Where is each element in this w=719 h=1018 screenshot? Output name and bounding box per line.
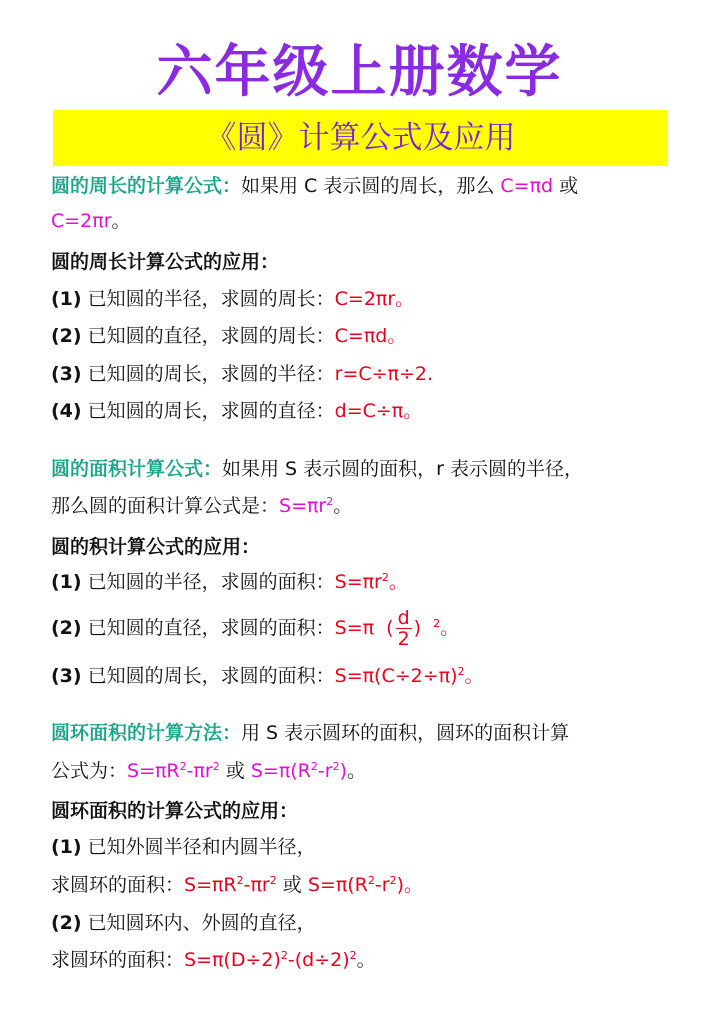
formula: d=C÷π。: [334, 400, 423, 422]
application-item: [51, 833, 316, 861]
formula: [184, 874, 277, 896]
body-text: 公式为：: [51, 760, 128, 782]
formula: C=2πr。: [334, 288, 415, 310]
formula: C=2πr: [51, 210, 112, 232]
application-item: [51, 662, 484, 690]
formula: [251, 760, 347, 782]
formula: [127, 760, 220, 782]
item-number: (4): [51, 400, 82, 422]
application-item-continued: [51, 871, 423, 899]
application-item: [51, 909, 316, 937]
formula-text: -r: [374, 874, 390, 896]
item-text: 求圆环的面积：: [51, 949, 185, 971]
body-text: 或: [553, 175, 579, 197]
area-formula-line-2: [51, 492, 352, 520]
body-text: 。: [333, 495, 353, 517]
fraction-denominator: 2: [397, 628, 410, 650]
item-number: (3): [51, 665, 82, 687]
body-text: 。: [346, 760, 366, 782]
exponent: 2: [179, 760, 187, 773]
subtitle-banner: 《圆》计算公式及应用: [53, 110, 668, 166]
application-item: [51, 322, 406, 350]
item-number: (2): [51, 617, 82, 639]
formula-text: -(d÷2): [287, 949, 350, 971]
formula-text: S=πr: [334, 571, 382, 593]
formula-end: 。: [440, 617, 460, 639]
exponent: 2: [310, 760, 318, 773]
formula: [279, 495, 333, 517]
body-text: 如果用 S 表示圆的面积，r 表示圆的半径，: [222, 458, 584, 480]
section-heading: 圆的周长的计算公式：: [51, 175, 242, 197]
body-text: 。: [111, 210, 131, 232]
formula-text: -πr: [243, 874, 270, 896]
exponent: 2: [326, 495, 334, 508]
exponent: 2: [381, 571, 389, 584]
formula-end: 。: [388, 571, 408, 593]
application-item-continued: [51, 946, 376, 974]
application-item: [51, 397, 422, 425]
applications-heading: 圆的周长计算公式的应用：: [51, 251, 280, 273]
body-text: 或: [276, 874, 308, 896]
exponent: 2: [332, 760, 340, 773]
area-formula-line: [51, 455, 583, 483]
item-number: (1): [51, 836, 82, 858]
formula: C=πd: [500, 175, 554, 197]
item-number: (3): [51, 363, 82, 385]
exponent: 2: [389, 874, 397, 887]
formula-end: 。: [464, 665, 484, 687]
body-text: 用 S 表示圆环的面积，圆环的面积计算: [241, 722, 570, 744]
application-item: [51, 606, 459, 650]
formula: C=πd。: [334, 325, 407, 347]
item-text: 已知圆的周长，求圆的直径：: [81, 400, 335, 422]
formula: [334, 607, 460, 650]
item-number: (2): [51, 325, 82, 347]
exponent: 2: [280, 949, 288, 962]
exponent: 2: [349, 949, 357, 962]
formula-end: 。: [403, 874, 423, 896]
item-number: (1): [51, 288, 82, 310]
applications-heading: 圆环面积的计算公式的应用：: [51, 800, 299, 822]
item-text: 已知圆的直径，求圆的周长：: [81, 325, 335, 347]
item-text: 已知圆的直径，求圆的面积：: [81, 617, 335, 639]
formula: [335, 571, 408, 593]
body-text: 如果用 C 表示圆的周长，那么: [241, 175, 501, 197]
section-heading: 圆的面积计算公式：: [51, 458, 223, 480]
formula-text: ): [396, 874, 404, 896]
formula-text: S=π(R: [307, 874, 368, 896]
ring-formula-line-2: [51, 757, 366, 785]
formula-text: S=πR: [184, 874, 237, 896]
exponent: 2: [212, 760, 220, 773]
section-heading: 圆环面积的计算方法：: [51, 722, 242, 744]
body-text: 或: [219, 760, 251, 782]
ring-formula-line: [51, 719, 569, 747]
item-number: (1): [51, 571, 82, 593]
formula: r=C÷π÷2.: [334, 363, 434, 385]
paren-left: (: [386, 617, 394, 639]
formula-text: S=πr: [279, 495, 327, 517]
formula: [184, 949, 357, 971]
formula-text: -r: [317, 760, 333, 782]
formula-text: S=π(C÷2÷π): [334, 665, 458, 687]
page-title: 六年级上册数学: [156, 40, 563, 105]
item-text: 已知圆环内、外圆的直径，: [81, 912, 316, 934]
exponent: 2: [367, 874, 375, 887]
formula-text: S=π(D÷2): [184, 949, 281, 971]
exponent: 2: [236, 874, 244, 887]
body-text: 那么圆的面积计算公式是：: [51, 495, 280, 517]
applications-heading: 圆的积计算公式的应用：: [51, 536, 261, 558]
circumference-formula-line-2: [51, 207, 131, 235]
item-text: 已知圆的周长，求圆的面积：: [81, 665, 335, 687]
formula: [335, 665, 484, 687]
fraction: [396, 608, 412, 649]
formula-text: S=π(R: [250, 760, 311, 782]
body-text: 。: [356, 949, 376, 971]
formula-text: S=πR: [127, 760, 180, 782]
item-text: 求圆环的面积：: [51, 874, 185, 896]
fraction-numerator: d: [397, 607, 410, 629]
formula: [308, 874, 423, 896]
exponent: 2: [457, 665, 465, 678]
item-text: 已知圆的半径，求圆的周长：: [81, 288, 335, 310]
formula-text: ): [339, 760, 347, 782]
formula-text: -πr: [186, 760, 213, 782]
item-text: 已知外圆半径和内圆半径，: [81, 836, 316, 858]
item-text: 已知圆的周长，求圆的半径：: [81, 363, 335, 385]
circumference-formula-line: [51, 172, 578, 200]
exponent: 2: [269, 874, 277, 887]
formula-text: S=π: [334, 617, 375, 639]
item-number: (2): [51, 912, 82, 934]
paren-right: ): [413, 617, 422, 639]
item-text: 已知圆的半径，求圆的面积：: [81, 571, 335, 593]
application-item: [51, 285, 414, 313]
exponent: 2: [433, 617, 441, 630]
application-item: [51, 568, 408, 596]
application-item: [51, 360, 433, 388]
